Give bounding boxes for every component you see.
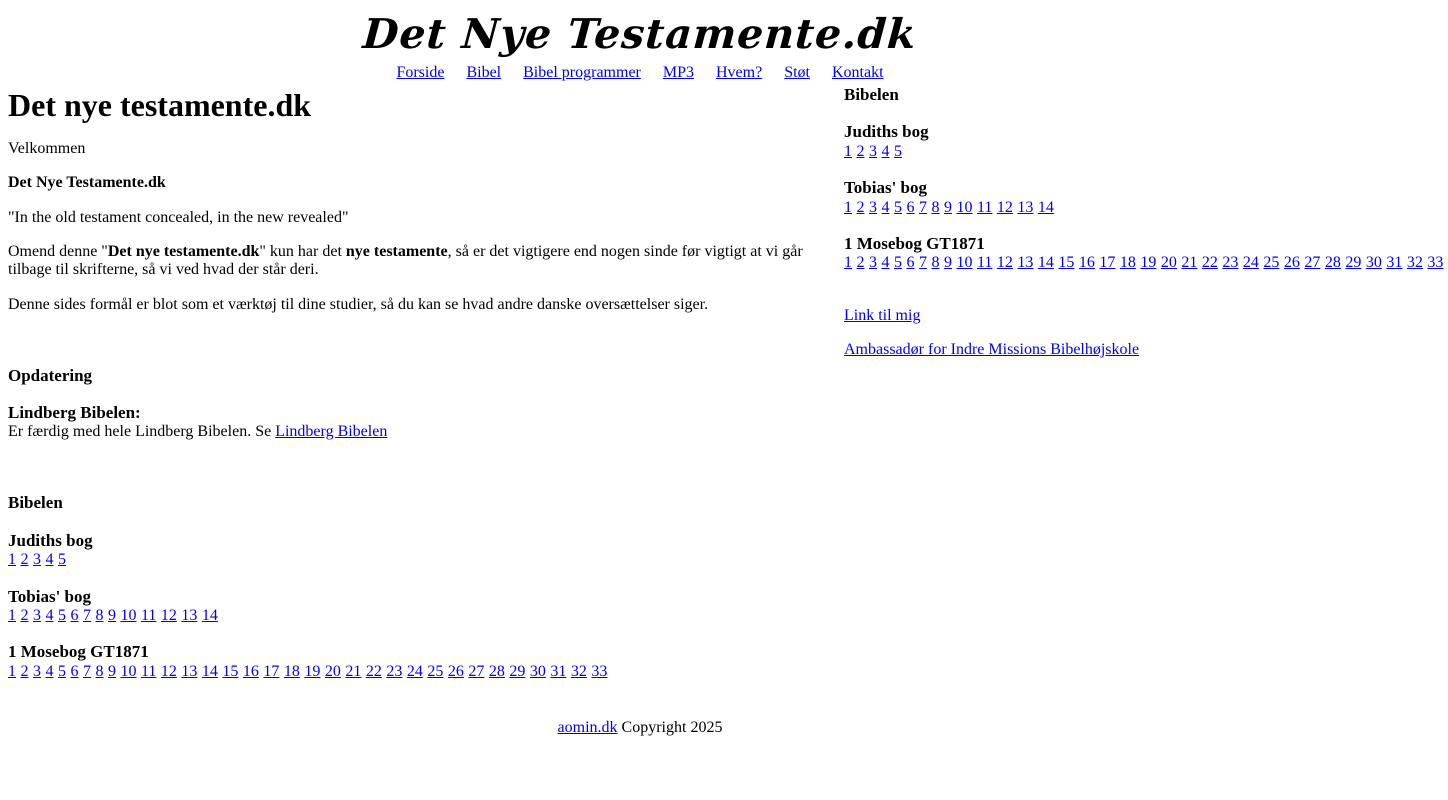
chapter-link[interactable]: 4 xyxy=(45,551,54,569)
chapter-link[interactable]: 7 xyxy=(919,254,927,272)
chapter-link[interactable]: 11 xyxy=(141,662,157,680)
chapter-link[interactable]: 13 xyxy=(1017,254,1034,272)
book-title: Judiths bog xyxy=(8,530,93,550)
chapter-link[interactable]: 32 xyxy=(570,662,587,680)
chapter-link[interactable]: 8 xyxy=(95,662,104,680)
page-header xyxy=(8,8,1272,82)
chapter-link[interactable]: 4 xyxy=(881,142,890,160)
nav-bibel[interactable]: Bibel xyxy=(466,64,502,82)
chapter-link[interactable]: 13 xyxy=(181,606,198,624)
update-heading: Opdatering xyxy=(8,366,93,386)
nav-mp3[interactable]: MP3 xyxy=(662,64,694,82)
intro-paragraph: Omend denne "Det nye testamente.dk" kun har det nye testamente, så er det vigtigere end nogen sinde før vigtigt at vi går tilbage til skrifterne, så vi ved hvad der står deri. xyxy=(8,243,803,279)
ambassador-link[interactable]: Ambassadør for Indre Missions Bibelhøjskole xyxy=(844,341,1140,359)
nav-forside[interactable]: Forside xyxy=(396,64,445,82)
chapter-link[interactable]: 23 xyxy=(386,662,403,680)
chapter-link[interactable]: 4 xyxy=(45,662,54,680)
chapter-link[interactable]: 2 xyxy=(20,662,29,680)
page-title: Det nye testamente.dk xyxy=(8,87,312,124)
chapter-link[interactable]: 20 xyxy=(324,662,341,680)
quote-text: "In the old testament concealed, in the new revealed" xyxy=(8,208,349,226)
chapter-link[interactable]: 6 xyxy=(70,606,79,624)
chapter-link[interactable]: 1 xyxy=(844,254,852,272)
chapter-link[interactable]: 5 xyxy=(58,662,66,680)
ambassador-row xyxy=(844,341,1274,359)
lindberg-heading: Lindberg Bibelen: xyxy=(8,402,141,422)
chapter-link[interactable]: 2 xyxy=(856,198,865,216)
chapter-link[interactable]: 7 xyxy=(919,198,927,216)
chapter-link[interactable]: 5 xyxy=(58,551,66,569)
chapter-link[interactable]: 11 xyxy=(977,198,993,216)
chapter-link[interactable]: 32 xyxy=(1406,254,1423,272)
aomin-link[interactable]: aomin.dk xyxy=(557,719,618,737)
chapter-link[interactable]: 30 xyxy=(529,662,546,680)
chapter-link[interactable]: 9 xyxy=(108,606,116,624)
lindberg-bibelen-link[interactable]: Lindberg Bibelen xyxy=(275,423,388,441)
book-title: Tobias' bog xyxy=(8,586,91,606)
purpose-paragraph: Denne sides formål er blot som et værktøj til dine studier, så du kan se hvad andre danske oversættelser siger. xyxy=(8,295,709,313)
link-til-mig-link[interactable]: Link til mig xyxy=(844,306,921,324)
chapter-link[interactable]: 3 xyxy=(869,198,877,216)
chapter-link[interactable]: 22 xyxy=(365,662,382,680)
chapter-link[interactable]: 14 xyxy=(1037,254,1054,272)
chapter-link[interactable]: 3 xyxy=(33,606,41,624)
chapter-link[interactable]: 2 xyxy=(856,254,865,272)
chapter-link[interactable]: 6 xyxy=(70,662,79,680)
book-title: 1 Mosebog GT1871 xyxy=(844,234,985,254)
chapter-links xyxy=(8,551,71,568)
chapter-link[interactable]: 2 xyxy=(856,142,865,160)
chapter-link[interactable]: 17 xyxy=(1099,254,1116,272)
site-logo[interactable]: Det Nye Testamente.dk xyxy=(361,10,919,58)
chapter-link[interactable]: 12 xyxy=(996,198,1013,216)
chapter-link[interactable]: 10 xyxy=(120,606,137,624)
chapter-links xyxy=(844,254,1448,271)
chapter-links xyxy=(844,199,1058,216)
chapter-link[interactable]: 12 xyxy=(160,662,177,680)
chapter-link[interactable]: 21 xyxy=(345,662,362,680)
chapter-links xyxy=(844,143,907,160)
chapter-link[interactable]: 11 xyxy=(977,254,993,272)
nav-kontakt[interactable]: Kontakt xyxy=(832,64,884,82)
book-tobias-sidebar xyxy=(844,178,1274,217)
chapter-link[interactable]: 1 xyxy=(8,551,16,569)
chapter-link[interactable]: 3 xyxy=(869,142,877,160)
chapter-link[interactable]: 5 xyxy=(58,606,66,624)
lindberg-text: Er færdig med hele Lindberg Bibelen. Se xyxy=(8,423,276,441)
chapter-link[interactable]: 3 xyxy=(33,662,41,680)
chapter-link[interactable]: 33 xyxy=(1427,254,1444,272)
chapter-link[interactable]: 26 xyxy=(1283,254,1300,272)
chapter-link[interactable]: 3 xyxy=(33,551,41,569)
chapter-link[interactable]: 16 xyxy=(242,662,259,680)
chapter-link[interactable]: 24 xyxy=(406,662,423,680)
chapter-link[interactable]: 20 xyxy=(1160,254,1177,272)
chapter-link[interactable]: 26 xyxy=(447,662,464,680)
main-nav xyxy=(8,64,1272,82)
chapter-links xyxy=(8,663,612,680)
chapter-link[interactable]: 28 xyxy=(1324,254,1341,272)
copyright-text: Copyright 2025 xyxy=(617,719,723,737)
chapter-link[interactable]: 10 xyxy=(956,198,973,216)
chapter-link[interactable]: 31 xyxy=(550,662,567,680)
chapter-link[interactable]: 27 xyxy=(1304,254,1321,272)
site-name-bold: Det Nye Testamente.dk xyxy=(8,174,166,192)
chapter-link[interactable]: 27 xyxy=(468,662,485,680)
chapter-link[interactable]: 14 xyxy=(201,606,218,624)
chapter-link[interactable]: 1 xyxy=(844,142,852,160)
chapter-link[interactable]: 29 xyxy=(1345,254,1362,272)
main-column xyxy=(8,82,820,681)
content-area xyxy=(8,82,1444,681)
chapter-link[interactable]: 14 xyxy=(1037,198,1054,216)
chapter-link[interactable]: 12 xyxy=(160,606,177,624)
chapter-link[interactable]: 10 xyxy=(120,662,137,680)
book-mosebog-sidebar xyxy=(844,234,1444,273)
chapter-link[interactable]: 30 xyxy=(1365,254,1382,272)
lindberg-section xyxy=(8,403,820,442)
chapter-link[interactable]: 19 xyxy=(1140,254,1157,272)
chapter-link[interactable]: 4 xyxy=(881,254,890,272)
book-tobias-main xyxy=(8,587,820,626)
page-footer xyxy=(8,719,1272,737)
chapter-link[interactable]: 13 xyxy=(181,662,198,680)
chapter-link[interactable]: 7 xyxy=(83,606,91,624)
bible-heading-main: Bibelen xyxy=(8,493,63,513)
chapter-link[interactable]: 21 xyxy=(1181,254,1198,272)
book-title: Judiths bog xyxy=(844,122,929,142)
chapter-link[interactable]: 7 xyxy=(83,662,91,680)
chapter-links xyxy=(8,607,222,624)
chapter-link[interactable]: 8 xyxy=(931,198,940,216)
chapter-link[interactable]: 9 xyxy=(944,254,952,272)
book-title: 1 Mosebog GT1871 xyxy=(8,642,149,662)
sidebar xyxy=(844,82,1444,360)
chapter-link[interactable]: 5 xyxy=(894,142,902,160)
chapter-link[interactable]: 25 xyxy=(1263,254,1280,272)
book-mosebog-main xyxy=(8,642,820,681)
chapter-link[interactable]: 4 xyxy=(881,198,890,216)
chapter-link[interactable]: 22 xyxy=(1201,254,1218,272)
chapter-link[interactable]: 31 xyxy=(1386,254,1403,272)
chapter-link[interactable]: 17 xyxy=(263,662,280,680)
chapter-link[interactable]: 6 xyxy=(906,198,915,216)
chapter-link[interactable]: 25 xyxy=(427,662,444,680)
chapter-link[interactable]: 1 xyxy=(8,662,16,680)
chapter-link[interactable]: 33 xyxy=(591,662,608,680)
nav-bibel-programmer[interactable]: Bibel programmer xyxy=(523,64,641,82)
book-judiths-main xyxy=(8,531,820,570)
book-title: Tobias' bog xyxy=(844,178,927,198)
chapter-link[interactable]: 6 xyxy=(906,254,915,272)
chapter-link[interactable]: 24 xyxy=(1242,254,1259,272)
chapter-link[interactable]: 15 xyxy=(1058,254,1075,272)
nav-stoet[interactable]: Støt xyxy=(784,64,810,82)
chapter-link[interactable]: 9 xyxy=(944,198,952,216)
chapter-link[interactable]: 2 xyxy=(20,551,29,569)
chapter-link[interactable]: 12 xyxy=(996,254,1013,272)
chapter-link[interactable]: 3 xyxy=(869,254,877,272)
chapter-link[interactable]: 18 xyxy=(283,662,300,680)
chapter-link[interactable]: 19 xyxy=(304,662,321,680)
welcome-text: Velkommen xyxy=(8,139,86,157)
chapter-link[interactable]: 4 xyxy=(45,606,54,624)
chapter-link[interactable]: 2 xyxy=(20,606,29,624)
chapter-link[interactable]: 5 xyxy=(894,254,902,272)
chapter-link[interactable]: 1 xyxy=(844,198,852,216)
chapter-link[interactable]: 23 xyxy=(1222,254,1239,272)
chapter-link[interactable]: 5 xyxy=(894,198,902,216)
chapter-link[interactable]: 9 xyxy=(108,662,116,680)
link-to-me-row xyxy=(844,307,1274,325)
chapter-link[interactable]: 10 xyxy=(956,254,973,272)
bible-heading-sidebar: Bibelen xyxy=(844,85,899,105)
chapter-link[interactable]: 16 xyxy=(1078,254,1095,272)
chapter-link[interactable]: 13 xyxy=(1017,198,1034,216)
chapter-link[interactable]: 14 xyxy=(201,662,218,680)
book-judiths-sidebar xyxy=(844,122,1274,161)
chapter-link[interactable]: 1 xyxy=(8,606,16,624)
chapter-link[interactable]: 11 xyxy=(141,606,157,624)
chapter-link[interactable]: 28 xyxy=(488,662,505,680)
chapter-link[interactable]: 29 xyxy=(509,662,526,680)
chapter-link[interactable]: 8 xyxy=(931,254,940,272)
chapter-link[interactable]: 18 xyxy=(1119,254,1136,272)
nav-hvem[interactable]: Hvem? xyxy=(716,64,763,82)
chapter-link[interactable]: 15 xyxy=(222,662,239,680)
chapter-link[interactable]: 8 xyxy=(95,606,104,624)
